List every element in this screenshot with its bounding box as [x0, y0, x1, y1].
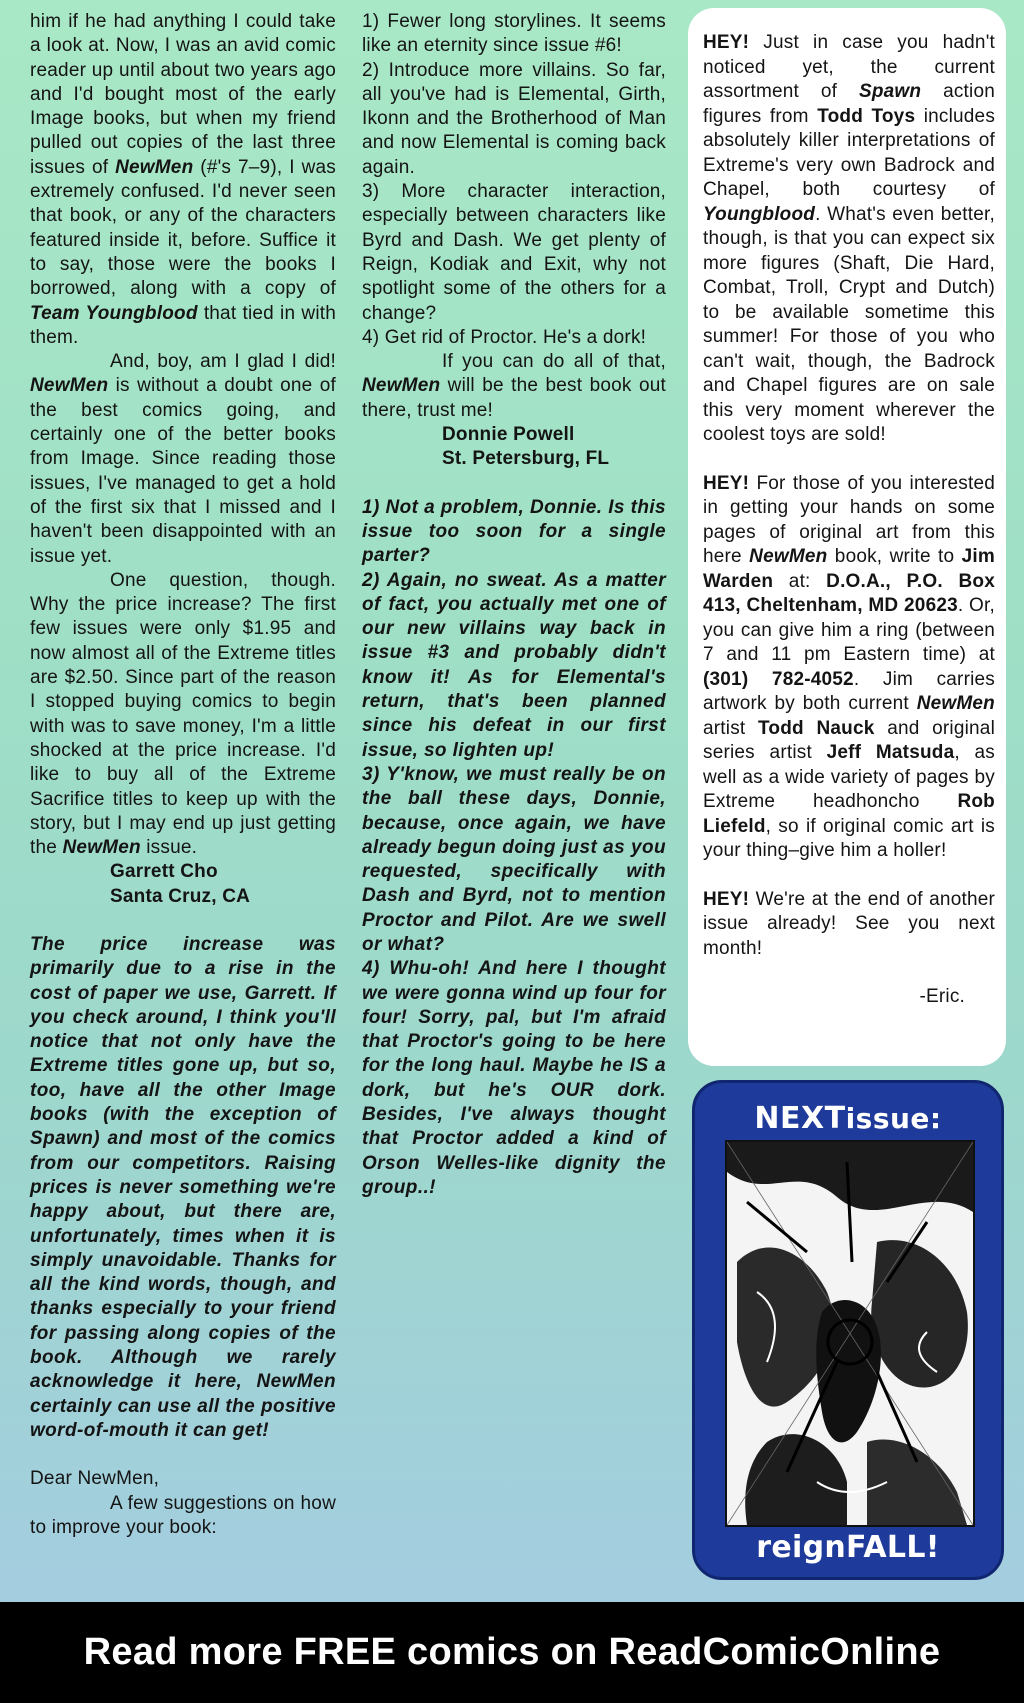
letter2-signature-name: Donnie Powell — [442, 424, 575, 446]
letter2-suggestion-1: 1) Fewer long storylines. It seems like an eternity since issue #6! — [362, 11, 666, 57]
reply2-answer-4: 4) Whu-oh! And here I thought we were gonna wind up four for four! Sorry, pal, but I'm afraid that Proctor's going to be here for the long haul. Maybe he IS a dork, but he's OUR dork. Besides, I've always thought that Proctor added a kind of Orson Welles-like dignity the group..! — [362, 958, 666, 1198]
reply2-answer-2: 2) Again, no sweat. As a matter of fact, you actually met one of our new villains way back in issue #3 and probably didn't know it! As for Elemental's return, that's been planned since his defeat in our first issue, so lighten up! — [362, 569, 666, 761]
letter2-suggestion-4: 4) Get rid of Proctor. He's a dork! — [362, 326, 647, 348]
letter2-closing: If you can do all of that, NewMen will be the best book out there, trust me! — [362, 351, 666, 421]
hey-note-3: HEY! We're at the end of another issue already! See you next month! — [703, 888, 996, 959]
column-left — [30, 10, 336, 1540]
next-issue-caption: reignFALL! — [756, 1530, 940, 1565]
letter2-suggestion-2: 2) Introduce more villains. So far, all you've had is Elemental, Girth, Ikonn and the Brotherhood of Man and now Elemental is coming back again. — [362, 59, 666, 178]
hey-sidebar — [688, 8, 1006, 1066]
letter1-signature-name: Garrett Cho — [110, 861, 218, 883]
hey-note-2: HEY! For those of you interested in getting your hands on some pages of original art from this here NewMen book, write to Jim Warden at: D.O.A., P.O. Box 413, Cheltenham, MD 20623. Or, you can give him a ring (between 7 and 11 pm Eastern time) at (301) 782-4052. Jim carries artwork by both current NewMen artist Todd Nauck and original series artist Jeff Matsuda, as well as a wide variety of pages by Extreme headhoncho Rob Liefeld, so if original comic art is your thing–give him a holler! — [703, 472, 995, 861]
hey-note-1: HEY! Just in case you hadn't noticed yet, the current assortment of Spawn action figures from Todd Toys includes absolutely killer interpretations of Extreme's very own Badrock and Chapel, both courtesy of Youngblood. What's even better, though, is that you can expect six more figures (Shaft, Die Hard, Combat, Troll, Crypt and Dutch) to be available sometime this summer! For those of you who can't wait, though, the Badrock and Chapel figures are on sale this very moment wherever the coolest toys are sold! — [703, 32, 996, 445]
letter1-paragraph-2: And, boy, am I glad I did! NewMen is without a doubt one of the best comics going, and certainly one of the better books from Image. Since reading those issues, I've managed to get a hold of the first six that I missed and I haven't been disappointed with an issue yet. — [30, 351, 336, 567]
letter1-paragraph-3: One question, though. Why the price increase? The first few issues were only $1.95 and now almost all of the Extreme titles are $2.50. Since part of the reason I stopped buying comics to begin with was to save money, I'm a little shocked at the price increase. I'd like to buy all of the Extreme Sacrifice titles to keep up with the story, but I may end up just getting the NewMen issue. — [30, 569, 336, 859]
column-middle — [362, 10, 666, 1200]
reply2-answer-3: 3) Y'know, we must really be on the ball these days, Donnie, because, once again, we have already begun doing just as you requested, specifically with Dash and Byrd, not to mention Proctor and Pilot. Are we swell or what? — [362, 763, 666, 955]
letter2-salutation: Dear NewMen, — [30, 1468, 160, 1490]
letter1-paragraph-1: him if he had anything I could take a look at. Now, I was an avid comic reader up until about two years ago and I'd bought most of the early Image books, but when my friend pulled out copies of the last three issues of NewMen (#'s 7–9), I was extremely confused. I'd never seen that book, or any of the characters featured inside it, before. Suffice it to say, those were the books I borrowed, along with a copy of Team Youngblood that tied in with them. — [30, 11, 336, 348]
next-issue-panel — [692, 1080, 1004, 1580]
reply2-answer-1: 1) Not a problem, Donnie. Is this issue too soon for a single parter? — [362, 496, 666, 567]
comic-artwork-icon — [725, 1140, 975, 1527]
footer-banner[interactable]: Read more FREE comics on ReadComicOnline — [0, 1602, 1024, 1703]
letter2-signature-place: St. Petersburg, FL — [442, 448, 610, 470]
next-issue-title: NEXTissue: — [754, 1101, 942, 1136]
reply1-text: The price increase was primarily due to a rise in the cost of paper we use, Garrett. If you check around, I think you'll notice that not only have the Extreme titles gone up, but so, too, have all the other Image books (with the exception of Spawn) and most of the comics from our competitors. Raising prices is never something we're happy about, but there are, unfortunately, times when it is simply unavoidable. Thanks for all the kind words, though, and thanks especially to your friend for passing along copies of the book. Although we rarely acknowledge it here, NewMen certainly can use all the positive word-of-mouth it can get! — [30, 933, 336, 1441]
sidebar-text — [703, 31, 995, 1034]
letter2-intro: A few suggestions on how to improve your book: — [30, 1492, 336, 1538]
letter2-suggestion-3: 3) More character interaction, especially between characters like Byrd and Dash. We get plenty of Reign, Kodiak and Exit, why not spotlight some of the others for a change? — [362, 181, 666, 324]
letter1-signature-place: Santa Cruz, CA — [110, 885, 251, 907]
editor-signoff: -Eric. — [919, 986, 965, 1007]
